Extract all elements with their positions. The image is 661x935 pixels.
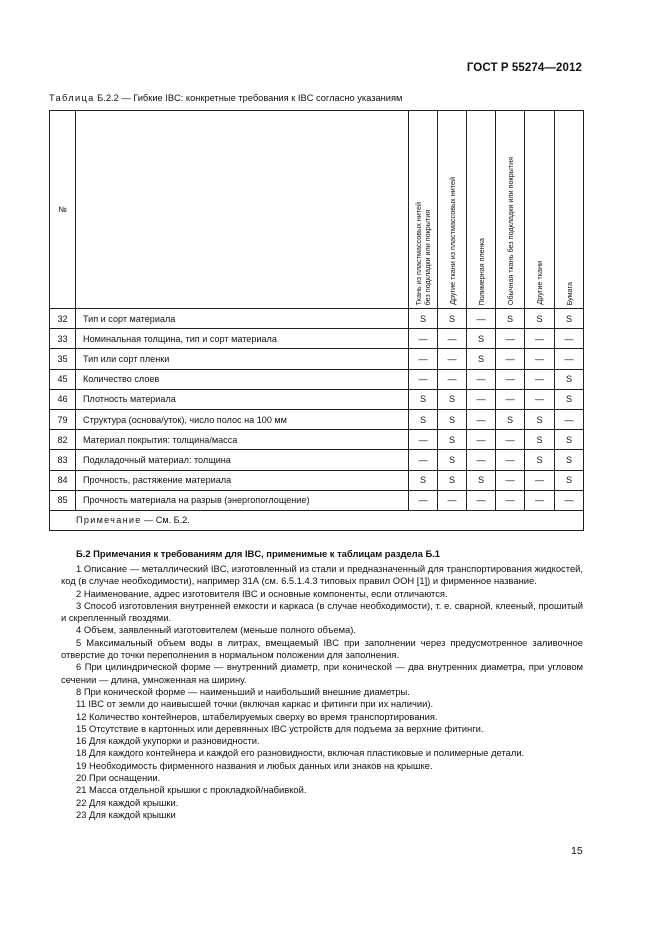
row-value: — xyxy=(467,389,496,409)
column-header-text: Обычная ткань без подкладки или покрытия xyxy=(505,156,515,305)
row-number: 85 xyxy=(50,490,76,510)
row-number: 84 xyxy=(50,470,76,490)
note-item: 2 Наименование, адрес изготовителя IBC и основные компоненты, если отличаются. xyxy=(76,587,448,599)
requirements-table xyxy=(49,110,584,531)
row-value: S xyxy=(555,470,584,490)
row-value: — xyxy=(525,490,555,510)
note-item: 12 Количество контейнеров, штабелируемых сверху во время транспортирования. xyxy=(76,710,438,722)
row-value: — xyxy=(438,490,467,510)
table-caption-label: Таблица xyxy=(49,93,95,103)
note-item: 19 Необходимость фирменного названия и любых данных или знаков на крышке. xyxy=(76,759,433,771)
row-value: — xyxy=(409,430,438,450)
row-value: — xyxy=(496,329,525,349)
note-item: 8 При конической форме — наименьший и наибольший внешние диаметры. xyxy=(76,685,410,697)
row-value: S xyxy=(438,450,467,470)
row-value: S xyxy=(409,309,438,329)
row-value: — xyxy=(409,349,438,369)
row-value: S xyxy=(409,470,438,490)
note-item: 16 Для каждой укупорки и разновидности. xyxy=(76,735,260,747)
row-name: Тип или сорт пленки xyxy=(76,349,409,369)
row-name: Материал покрытия: толщина/масса xyxy=(76,430,409,450)
table-row xyxy=(50,329,584,349)
row-value: — xyxy=(496,490,525,510)
row-value: — xyxy=(438,349,467,369)
row-name: Номинальная толщина, тип и сорт материала xyxy=(76,329,409,349)
column-header xyxy=(496,111,525,309)
row-value: — xyxy=(409,490,438,510)
row-value: — xyxy=(467,369,496,389)
row-value: S xyxy=(525,430,555,450)
row-number: 46 xyxy=(50,389,76,409)
row-value: — xyxy=(438,329,467,349)
row-value: — xyxy=(409,329,438,349)
row-number: 82 xyxy=(50,430,76,450)
row-value: — xyxy=(467,450,496,470)
note-item: 3 Способ изготовления внутренней емкости и каркаса (в случае необходимости), т. е. сварной, клееный, прошитый и скрепленный гвоздями. xyxy=(61,599,583,624)
row-value: — xyxy=(555,409,584,429)
table-row xyxy=(50,430,584,450)
row-value: S xyxy=(438,389,467,409)
column-header-text: Другие ткани из пластмассовых нитей xyxy=(447,177,457,305)
row-value: — xyxy=(525,329,555,349)
row-value: S xyxy=(467,470,496,490)
column-header-text: Другие ткани xyxy=(535,261,544,305)
table-row xyxy=(50,490,584,510)
column-header xyxy=(467,111,496,309)
row-value: S xyxy=(467,329,496,349)
row-value: — xyxy=(525,349,555,369)
row-value: — xyxy=(467,309,496,329)
row-value: — xyxy=(438,369,467,389)
column-header xyxy=(409,111,438,309)
row-name: Структура (основа/уток), число полос на 100 мм xyxy=(76,409,409,429)
row-value: S xyxy=(409,409,438,429)
row-value: — xyxy=(555,329,584,349)
table-row xyxy=(50,369,584,389)
section-title: Б.2 Примечания к требованиям для IBC, применимые к таблицам раздела Б.1 xyxy=(76,548,441,559)
row-value: — xyxy=(555,490,584,510)
row-value: — xyxy=(467,490,496,510)
row-value: S xyxy=(496,409,525,429)
row-name: Плотность материала xyxy=(76,389,409,409)
row-number: 32 xyxy=(50,309,76,329)
notes-list xyxy=(61,563,583,821)
row-name: Прочность материала на разрыв (энергопоглощение) xyxy=(76,490,409,510)
row-value: S xyxy=(438,309,467,329)
note-item: 4 Объем, заявленный изготовителем (меньше полного объема). xyxy=(76,624,356,636)
row-value: — xyxy=(496,430,525,450)
row-value: — xyxy=(525,369,555,389)
row-value: — xyxy=(555,349,584,369)
table-row xyxy=(50,389,584,409)
document-code: ГОСТ Р 55274—2012 xyxy=(466,62,582,74)
row-name: Тип и сорт материала xyxy=(76,309,409,329)
table-note xyxy=(50,510,584,530)
note-item: 6 При цилиндрической форме — внутренний диаметр, при конической — два внутренних диаметра, при угловом сечении — длина, умноженная на ширину. xyxy=(61,661,583,685)
row-value: — xyxy=(496,349,525,369)
row-value: — xyxy=(467,409,496,429)
table-note-text: — См. Б.2. xyxy=(141,515,190,526)
column-header xyxy=(438,111,467,309)
table-caption xyxy=(49,93,402,103)
row-number: 79 xyxy=(50,409,76,429)
note-item: 15 Отсутствие в картонных или деревянных IBC устройств для подъема за верхние фитинги. xyxy=(76,722,484,734)
note-item: 5 Максимальный объем воды в литрах, вмещаемый IBC при заполнении через предусмотренное заливочное отверстие до точки переполнения в нормальном положении для заполнения. xyxy=(61,636,583,661)
row-value: S xyxy=(438,409,467,429)
num-column-header: № xyxy=(50,111,76,309)
column-header-text: Бумага xyxy=(564,281,574,305)
table-row xyxy=(50,349,584,369)
row-value: — xyxy=(525,470,555,490)
row-value: S xyxy=(525,409,555,429)
row-value: S xyxy=(438,470,467,490)
row-value: — xyxy=(409,450,438,470)
table-note-row xyxy=(50,510,584,530)
row-name: Количество слоев xyxy=(76,369,409,389)
row-value: S xyxy=(555,450,584,470)
table-row xyxy=(50,470,584,490)
row-value: S xyxy=(555,430,584,450)
row-value: S xyxy=(438,430,467,450)
row-value: S xyxy=(409,389,438,409)
note-item: 18 Для каждого контейнера и каждой его разновидности, включая пластиковые и полимерные детали. xyxy=(76,747,525,759)
column-header xyxy=(525,111,555,309)
row-value: — xyxy=(525,389,555,409)
note-item: 21 Масса отдельной крышки с прокладкой/набивкой. xyxy=(76,784,307,796)
column-header-text: Ткань из пластмассовых нитей без подкладки или покрытия xyxy=(414,201,432,305)
table-note-label: Примечание xyxy=(76,515,142,526)
column-header xyxy=(555,111,584,309)
note-item: 1 Описание — металлический IBC, изготовленный из стали и предназначенный для транспортирования жидкостей, код (в случае необходимости), например 31А (см. 6.5.1.4.3 типовых правил ООН [1]) и фирменное название. xyxy=(61,563,583,587)
table-header-row xyxy=(50,111,584,309)
note-item: 20 При оснащении. xyxy=(76,772,161,784)
row-value: S xyxy=(555,309,584,329)
table-row xyxy=(50,409,584,429)
row-value: — xyxy=(496,470,525,490)
row-number: 33 xyxy=(50,329,76,349)
row-value: — xyxy=(496,369,525,389)
row-value: S xyxy=(555,389,584,409)
row-value: — xyxy=(496,389,525,409)
row-number: 45 xyxy=(50,369,76,389)
row-value: S xyxy=(467,349,496,369)
row-value: — xyxy=(496,450,525,470)
note-item: 22 Для каждой крышки. xyxy=(76,796,179,808)
page-number: 15 xyxy=(571,845,583,857)
row-value: S xyxy=(525,309,555,329)
row-name: Прочность, растяжение материала xyxy=(76,470,409,490)
note-item: 11 IBC от земли до наивысшей точки (включая каркас и фитинги при их наличии). xyxy=(76,698,434,710)
table-row xyxy=(50,309,584,329)
row-name: Подкладочный материал: толщина xyxy=(76,450,409,470)
row-value: S xyxy=(496,309,525,329)
row-value: S xyxy=(555,369,584,389)
row-value: S xyxy=(525,450,555,470)
row-value: — xyxy=(467,430,496,450)
row-number: 83 xyxy=(50,450,76,470)
table-caption-text: Б.2.2 — Гибкие IBC: конкретные требования к IBC согласно указаниям xyxy=(94,93,403,103)
table-row xyxy=(50,450,584,470)
column-header-text: Полимерная пленка xyxy=(476,237,486,305)
name-column-header xyxy=(76,111,409,309)
row-value: — xyxy=(409,369,438,389)
note-item: 23 Для каждой крышки xyxy=(76,808,176,820)
row-number: 35 xyxy=(50,349,76,369)
